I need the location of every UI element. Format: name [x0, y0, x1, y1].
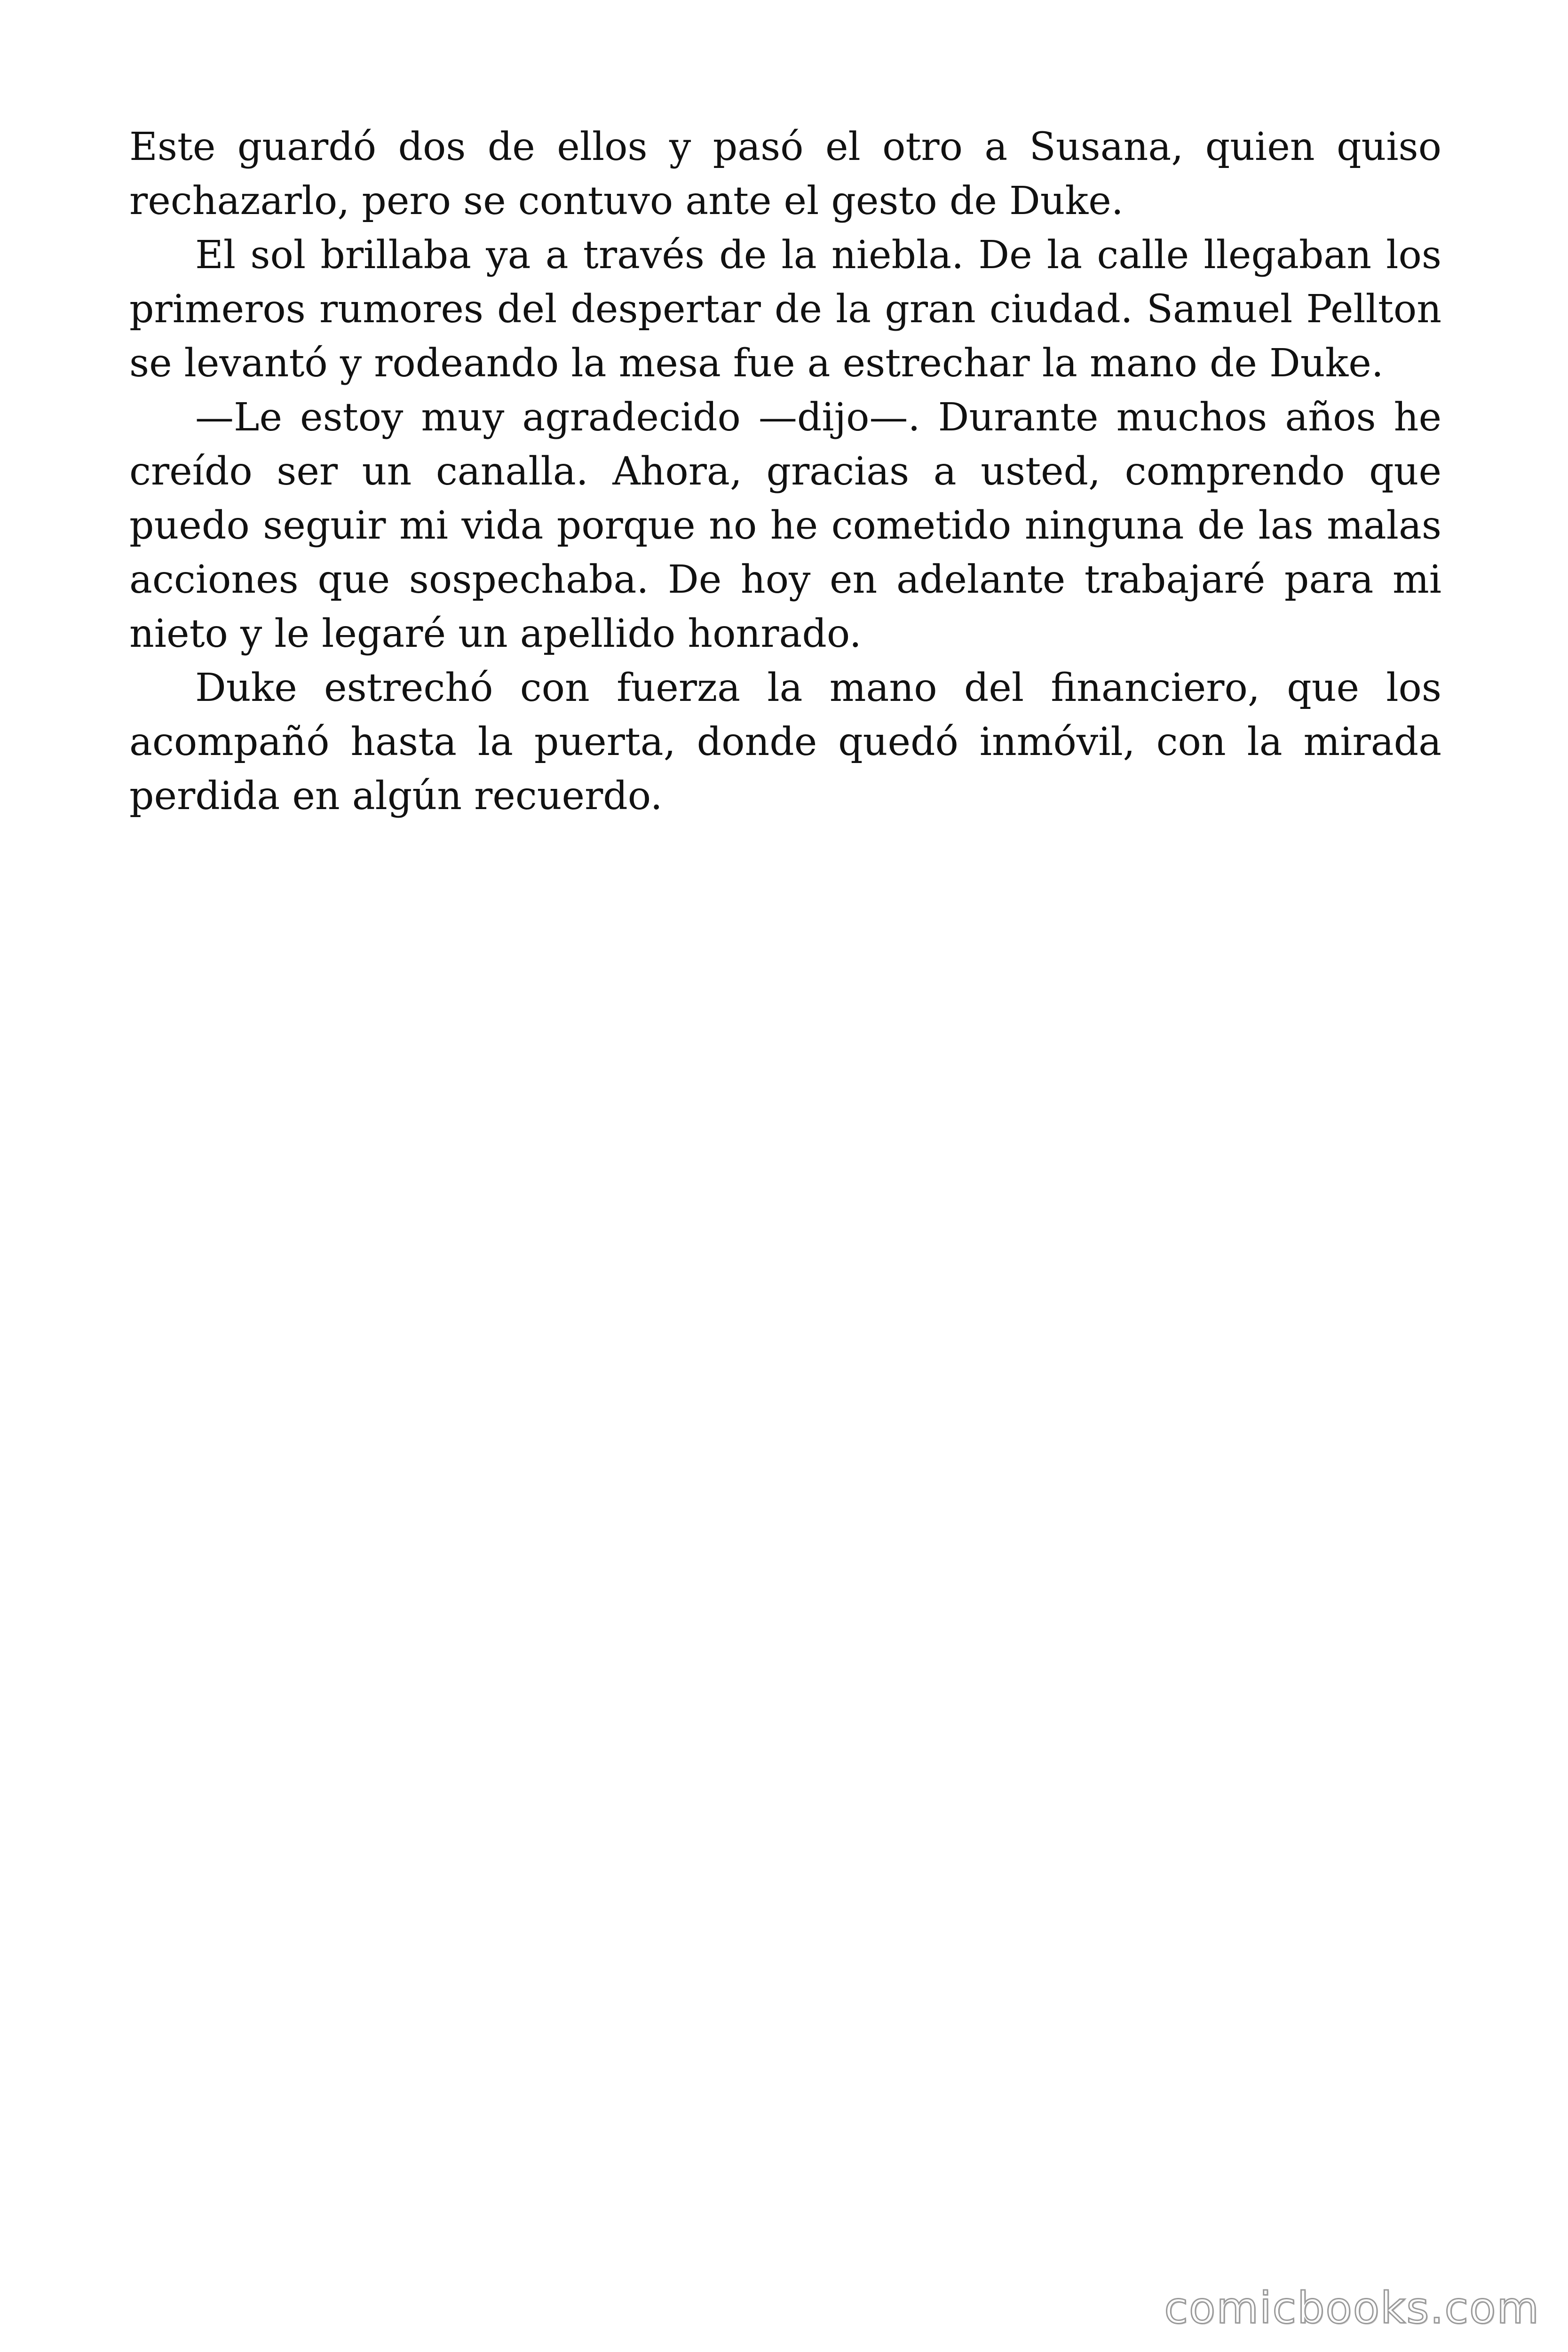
paragraph-1: Este guardó dos de ellos y pasó el otro a Susana, quien quiso rechazarlo, pero se contuvo ante el gesto de Duke. [129, 125, 1441, 223]
paragraph-4: Duke estrechó con fuerza la mano del financiero, que los acompañó hasta la puerta, donde quedó inmóvil, con la mirada perdida en algún recuerdo. [129, 666, 1441, 818]
watermark: comicbooks.com [1164, 2283, 1540, 2333]
body-text [129, 120, 1441, 823]
paragraph-3: —Le estoy muy agradecido —dijo—. Durante muchos años he creído ser un canalla. Ahora, gracias a usted, comprendo que puedo seguir mi vida porque no he cometido ninguna de las malas acciones que sospechaba. De hoy en adelante trabajaré para mi nieto y le legaré un apellido honrado. [129, 395, 1441, 656]
paragraph-2: El sol brillaba ya a través de la niebla. De la calle llegaban los primeros rumores del despertar de la gran ciudad. Samuel Pellton se levantó y rodeando la mesa fue a estrechar la mano de Duke. [129, 233, 1441, 386]
